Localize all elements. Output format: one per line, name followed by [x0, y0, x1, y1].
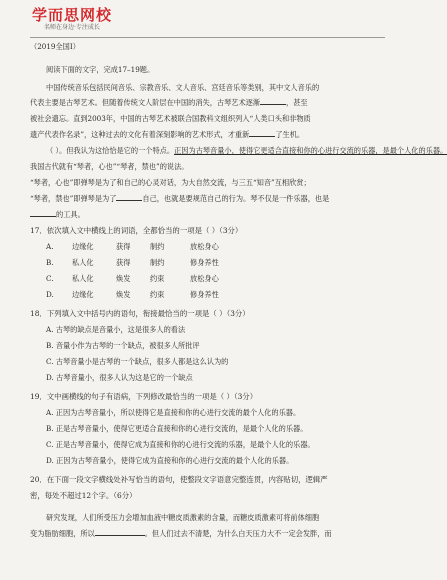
logo [32, 6, 112, 32]
q18-option-b: B. 音量小作为古琴的一个缺点，被很多人所批评 [46, 341, 200, 350]
passage-text: 代表主要是古琴艺术。但随着传统文人阶层在中国的消失，古琴艺术逐渐 [30, 98, 261, 107]
option-word: 修身养性 [190, 258, 219, 267]
passage-text: ，甚至 [286, 98, 308, 107]
option-label: D. [46, 290, 54, 299]
passage-line-7: “琴者，心也”即弹琴是为了和自己的心灵对话，为大自然交流，与三五“知音”互相欣赏； [30, 178, 311, 187]
q18-option-d: D. 古琴音量小，很多人认为这是它的一个缺点 [46, 373, 193, 382]
header-divider [30, 37, 385, 38]
q18-option-c: C. 古琴音量小是古琴的一个缺点，很多人都是这么认为的 [46, 357, 229, 366]
passage-text: “琴者，禁也”即弹琴是为了 [30, 194, 117, 203]
option-label: A. [46, 242, 54, 251]
underlined-sentence: 正因为古琴音量小，使得它更适合直接和你的心进行交流的乐器，是最个人化的乐器。 [174, 146, 447, 155]
passage-line-9 [30, 209, 85, 220]
option-word: 制约 [150, 242, 165, 251]
instruction: 阅读下面的文字，完成17–19题。 [46, 65, 155, 74]
option-word: 私人化 [72, 274, 94, 283]
passage-text: 了生机。 [275, 130, 305, 139]
option-word: 边缘化 [72, 290, 94, 299]
passage-line-6: 我国古代就有“琴者，心也”“琴者，禁也”的说法。 [30, 162, 189, 171]
option-label: C. [46, 274, 54, 283]
passage-text: 遗产代表作名录”，这种过去的文化有着深刻影响的艺术形式，才重新 [30, 130, 250, 139]
passage-text: 变为脂肪细胞，所以 [30, 529, 95, 538]
passage-text: （ ）。但我认为这恰恰是它的一个特点。 [46, 146, 175, 155]
question-20: 20．在下面一段文字横线处补写恰当的语句，使整段文字语意完整连贯，内容贴切，逻辑严 [30, 475, 328, 484]
option-word: 修身养性 [190, 290, 219, 299]
q19-option-a: A. 正因为古琴音量小，所以使得它是直接和你的心进行交流的最个人化的乐器。 [46, 408, 301, 417]
q17-option-b [46, 257, 219, 268]
passage-line-2 [30, 97, 308, 108]
passage-line-5 [46, 145, 447, 156]
option-word: 放松身心 [190, 274, 219, 283]
option-word: 获得 [116, 242, 131, 251]
logo-tagline: 名师在身边·专注成长 [44, 24, 100, 31]
question-18: 18．下列填入文中括号内的语句，衔接最恰当的一项是（ ）（3分） [30, 309, 250, 318]
option-word: 约束 [150, 290, 165, 299]
option-word: 制约 [150, 258, 165, 267]
q19-option-c: C. 正是古琴音量小，使得它成为直接和你的心进行交流的乐器，是最个人化的乐器。 [46, 440, 315, 449]
option-word: 放松身心 [190, 242, 219, 251]
option-word: 私人化 [72, 258, 94, 267]
passage-line-8 [30, 193, 329, 204]
blank-4 [30, 209, 56, 217]
answer-blank-1 [95, 528, 145, 536]
passage-text: 的工具。 [56, 210, 85, 219]
q18-option-a: A. 古琴的缺点是音量小，这是很多人的看法 [46, 325, 186, 334]
question-17: 17．依次填入文中横线上的词语，全都恰当的一项是（ ）（3分） [30, 226, 243, 235]
q19-option-b: B. 正是古琴音量小，使得它更适合直接和你的心进行交流的，是最个人化的乐器。 [46, 424, 308, 433]
q17-option-a [46, 241, 219, 252]
option-word: 获得 [116, 258, 131, 267]
passage-line-1: 中国传统音乐包括民间音乐、宗教音乐、文人音乐、宫廷音乐等类别，其中文人音乐的 [46, 83, 320, 92]
option-word: 边缘化 [72, 242, 94, 251]
q20-passage-line-1: 研究发现，人们所受压力会增加血液中糖皮质激素的含量，而糖皮质激素可将前体细胞 [46, 513, 320, 522]
blank-2 [249, 129, 275, 137]
question-19: 19．文中画横线的句子有语病，下列修改最恰当的一项是（ ）（3分） [30, 392, 258, 401]
q17-option-c [46, 273, 219, 284]
q20-passage-line-2 [30, 528, 332, 539]
blank-3 [116, 193, 142, 201]
blank-1 [260, 97, 286, 105]
source-year: （2019全国Ⅰ） [30, 42, 80, 51]
option-word: 约束 [150, 274, 165, 283]
q17-option-d [46, 289, 219, 300]
logo-text: 学而思网校 [32, 6, 113, 24]
passage-line-4 [30, 129, 304, 140]
option-word: 焕发 [116, 290, 131, 299]
question-20-cont: 密，每处不超过12个字。（6分） [30, 491, 137, 500]
option-label: B. [46, 258, 54, 267]
passage-text: 自己，也就是要规范自己的行为。琴不仅是一件乐器，也是 [142, 194, 330, 203]
passage-line-3: 被社会遗忘。直到2003年，中国的古琴艺术被联合国教科文组织列入“人类口头和非物质 [30, 114, 311, 123]
passage-text: 。但人们过去不清楚，为什么白天压力大不一定会发胖，而 [144, 529, 332, 538]
option-word: 焕发 [116, 274, 131, 283]
q19-option-d: D. 正因为古琴音量小，使得它成为直接和你的心进行交流的最个人化的乐器。 [46, 456, 294, 465]
